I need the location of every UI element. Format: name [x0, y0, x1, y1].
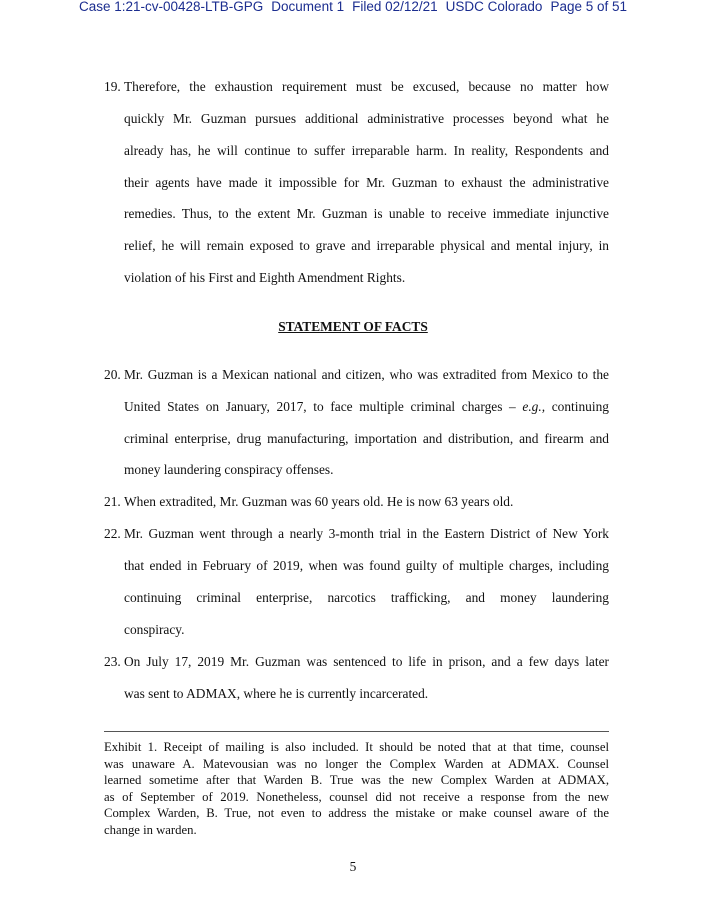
paragraph-line: relief, he will remain exposed to grave and irreparable physical and mental injury, in	[124, 238, 609, 253]
paragraph-line: that ended in February of 2019, when was found guilty of multiple charges, including	[124, 558, 609, 573]
paragraph-number: 23.	[104, 654, 121, 669]
court-name: USDC Colorado	[445, 0, 543, 14]
page-count: Page 5 of 51	[550, 0, 628, 14]
paragraph-line: When extradited, Mr. Guzman was 60 years old. He is now 63 years old.	[124, 494, 514, 509]
document-number: Document 1	[271, 0, 345, 14]
footnote-line: change in warden.	[104, 822, 197, 837]
paragraph-number: 22.	[104, 526, 121, 541]
footnote-line: learned sometime after that Warden B. True was the new Complex Warden at ADMAX,	[104, 773, 609, 788]
paragraph-number: 21.	[104, 494, 121, 509]
paragraph-line: their agents have made it impossible for Mr. Guzman to exhaust the administrative	[124, 175, 609, 190]
paragraph-line: Mr. Guzman is a Mexican national and citizen, who was extradited from Mexico to the	[124, 367, 609, 382]
case-number: Case 1:21-cv-00428-LTB-GPG	[78, 0, 264, 14]
paragraph-line: quickly Mr. Guzman pursues additional administrative processes beyond what he	[124, 111, 609, 126]
paragraph-line: criminal enterprise, drug manufacturing, importation and distribution, and firearm and	[124, 431, 609, 446]
paragraph-line: continuing criminal enterprise, narcotics trafficking, and money laundering	[124, 590, 609, 605]
paragraph-number: 20.	[104, 367, 121, 382]
paragraph-line: remedies. Thus, to the extent Mr. Guzman is unable to receive immediate injunctive	[124, 206, 609, 221]
footnote-separator	[104, 731, 609, 732]
paragraph-line: conspiracy.	[124, 622, 185, 637]
footnote	[104, 739, 609, 839]
paragraph-line: was sent to ADMAX, where he is currently incarcerated.	[124, 686, 429, 701]
footnote-line: was unaware A. Matevousian was no longer the Complex Warden at ADMAX. Counsel	[104, 756, 609, 771]
footnote-line: Exhibit 1. Receipt of mailing is also included. It should be noted that at that time, counsel	[104, 740, 609, 754]
paragraph-number: 19.	[104, 79, 121, 94]
page-number: 5	[349, 859, 357, 874]
section-heading: STATEMENT OF FACTS	[278, 319, 428, 334]
paragraph-line: violation of his First and Eighth Amendment Rights.	[124, 270, 406, 285]
paragraph-line: United States on January, 2017, to face multiple criminal charges – e.g., continuing	[124, 399, 609, 414]
ecf-filing-header	[0, 0, 706, 16]
paragraph-line: already has, he will continue to suffer irreparable harm. In reality, Respondents and	[124, 143, 609, 158]
paragraph-line: Therefore, the exhaustion requirement must be excused, because no matter how	[124, 79, 609, 94]
paragraph-line: Mr. Guzman went through a nearly 3-month trial in the Eastern District of New York	[124, 526, 609, 541]
footnote-line: as of September of 2019. Nonetheless, counsel did not receive a response from the new	[104, 789, 609, 804]
footnote-line: Complex Warden, B. True, not even to address the mistake or make counsel aware of the	[104, 806, 609, 821]
filed-date: Filed 02/12/21	[352, 0, 438, 14]
paragraph-line: money laundering conspiracy offenses.	[124, 462, 334, 477]
paragraph-line: On July 17, 2019 Mr. Guzman was sentenced to life in prison, and a few days later	[124, 654, 609, 669]
